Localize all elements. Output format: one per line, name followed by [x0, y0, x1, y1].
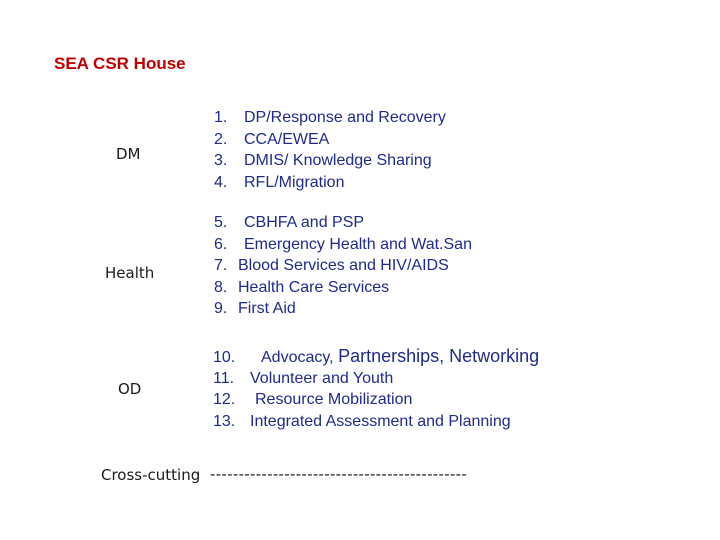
item-number: 4. — [214, 173, 228, 191]
item-number: 1. — [214, 109, 228, 126]
item-text-large: Partnerships, Networking — [338, 346, 540, 366]
cross-cutting-dashes: --------------------------------------------- — [210, 465, 468, 483]
slide-title: SEA CSR House — [54, 54, 186, 73]
category-label-health: Health — [105, 264, 155, 282]
item-text: RFL/Migration — [244, 173, 345, 191]
list-item — [214, 107, 446, 129]
item-number: 5. — [214, 214, 228, 231]
item-text: Blood Services and HIV/AIDS — [238, 257, 449, 275]
item-text: DMIS/ Knowledge Sharing — [244, 152, 432, 170]
item-number: 3. — [214, 152, 228, 170]
item-text: Resource Mobilization — [255, 391, 413, 409]
item-number: 2. — [214, 130, 228, 148]
dm-list — [214, 107, 446, 193]
item-number: 9. — [214, 300, 228, 318]
item-number: 6. — [214, 235, 228, 253]
list-item — [214, 150, 446, 172]
item-text: Emergency Health and Wat.San — [244, 235, 472, 253]
item-text: Integrated Assessment and Planning — [250, 412, 511, 430]
list-item — [214, 172, 446, 194]
list-item — [213, 346, 539, 368]
item-text: First Aid — [238, 300, 296, 318]
list-item — [214, 212, 472, 234]
item-text: DP/Response and Recovery — [244, 109, 446, 126]
list-item — [214, 255, 472, 277]
od-list — [213, 346, 539, 432]
item-number: 8. — [214, 278, 228, 296]
item-number: 12. — [213, 391, 236, 409]
health-list — [214, 212, 472, 320]
category-label-od: OD — [118, 380, 142, 398]
list-item — [213, 368, 539, 390]
list-item — [213, 411, 539, 433]
item-text: CBHFA and PSP — [244, 214, 365, 231]
list-item — [214, 277, 472, 299]
category-label-dm: DM — [116, 145, 141, 163]
item-number: 7. — [214, 257, 228, 275]
item-number: 11. — [213, 369, 235, 387]
list-item — [213, 389, 539, 411]
item-text: Advocacy, — [261, 349, 334, 366]
list-item — [214, 129, 446, 151]
item-number: 13. — [213, 412, 236, 430]
item-text: CCA/EWEA — [244, 130, 330, 148]
category-label-cross-cutting: Cross-cutting — [101, 466, 201, 484]
item-text: Health Care Services — [238, 278, 390, 296]
list-item — [214, 298, 472, 320]
list-item — [214, 234, 472, 256]
item-number: 10. — [213, 349, 236, 366]
item-text: Volunteer and Youth — [250, 369, 394, 387]
